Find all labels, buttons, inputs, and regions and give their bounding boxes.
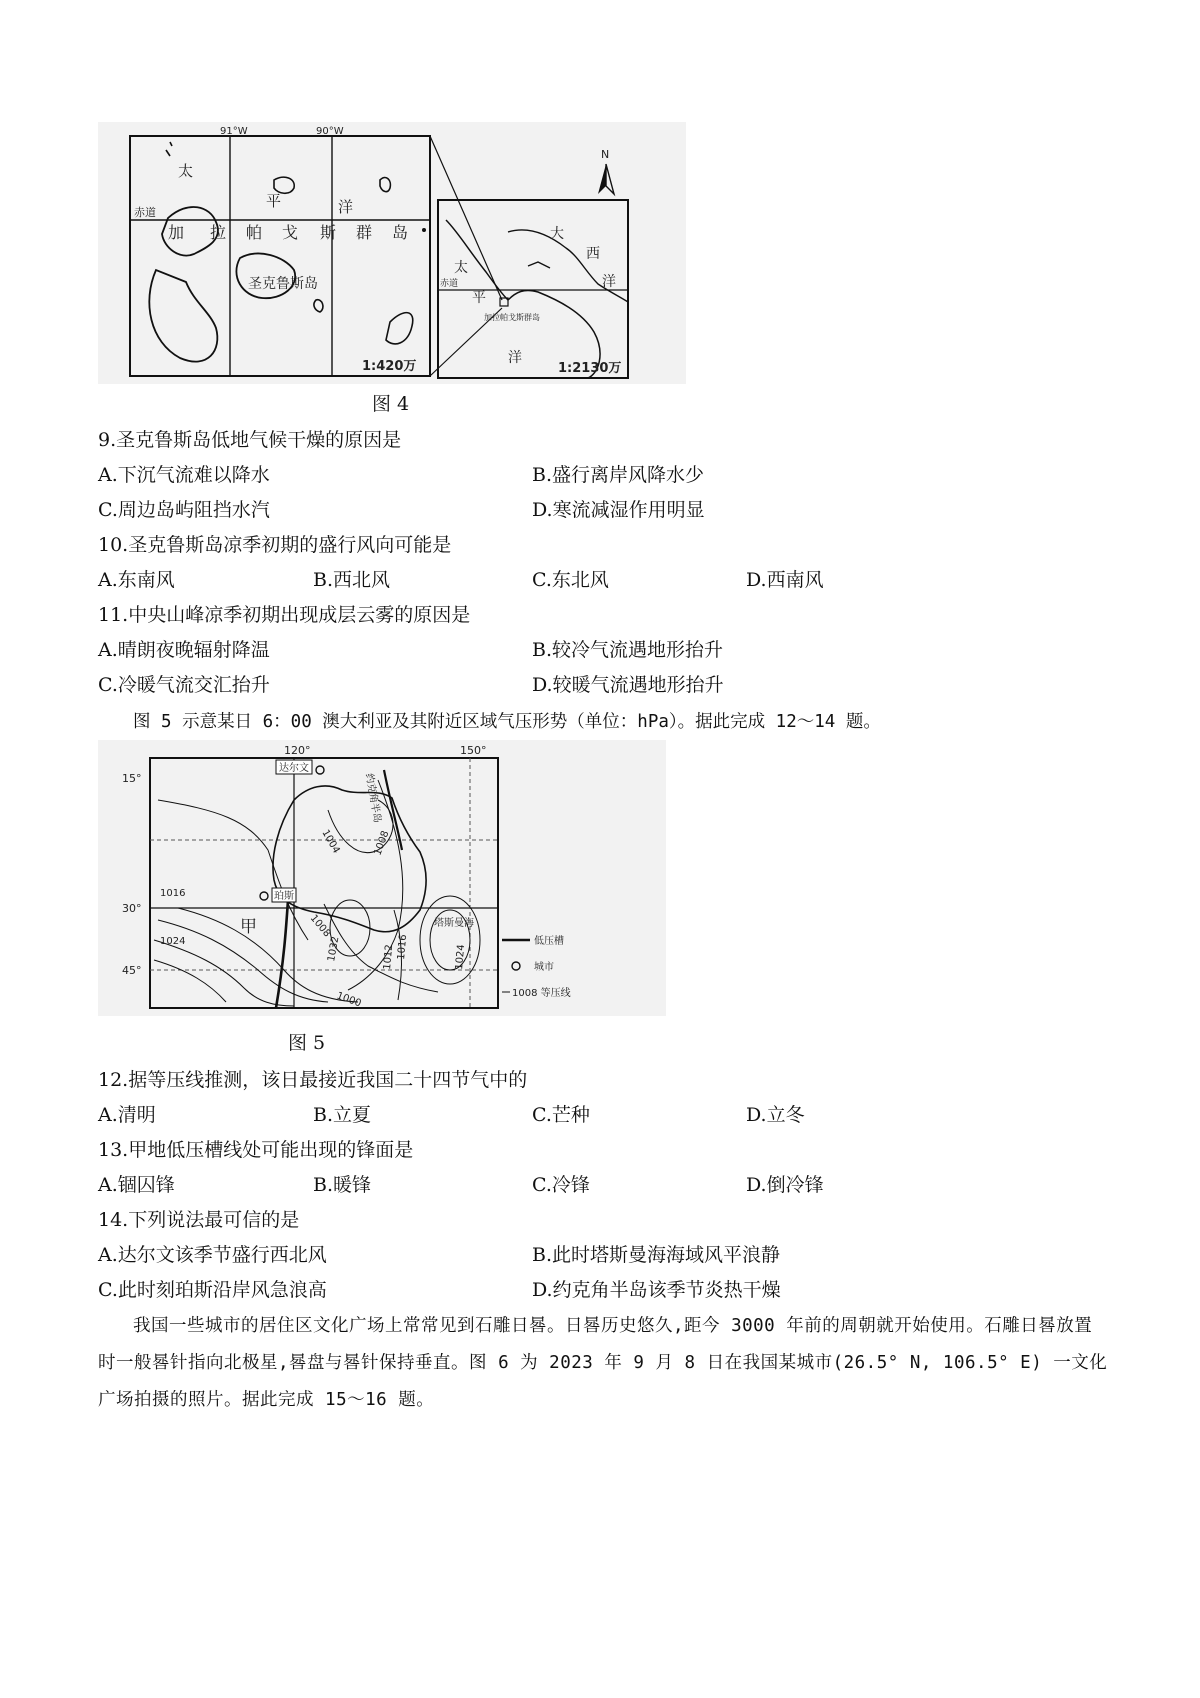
question-12-stem: 12.据等压线推测，该日最接近我国二十四节气中的 (98, 1069, 528, 1091)
figure-5-svg (98, 740, 666, 1016)
isobar-1024-west: 1024 (160, 936, 186, 947)
question-12-option-d: D.立冬 (746, 1104, 805, 1126)
legend-isobar: 1008 等压线 (512, 988, 571, 999)
question-14-option-a: A.达尔文该季节盛行西北风 (98, 1244, 327, 1266)
santa-cruz-label: 圣克鲁斯岛 (248, 276, 318, 292)
question-13-option-d: D.倒冷锋 (746, 1174, 824, 1196)
question-12-option-a: A.清明 (98, 1104, 156, 1126)
question-9-option-b: B.盛行离岸风降水少 (532, 464, 705, 486)
city-perth-marker (260, 892, 268, 900)
question-14-option-c: C.此时刻珀斯沿岸风急浪高 (98, 1279, 327, 1301)
question-14-option-b: B.此时塔斯曼海海域风平浪静 (532, 1244, 781, 1266)
left-scale: 1:420万 (362, 359, 417, 374)
isobar-1000: 1000 (334, 990, 363, 1010)
legend-trough: 低压槽 (534, 936, 564, 947)
lon-label-91: 91°W (220, 126, 248, 137)
isobar-1016-east: 1016 (396, 933, 410, 961)
left-ocean-char-3: 洋 (338, 198, 354, 216)
question-13-option-a: A.锢囚锋 (98, 1174, 175, 1196)
right-atlantic-char-1: 大 (550, 226, 564, 242)
fig5-legend (502, 934, 571, 999)
left-map-frame (130, 136, 430, 376)
isobar-1008-b: 1008 (307, 912, 333, 940)
inset-galapagos-label: 加拉帕戈斯群岛 (484, 313, 540, 322)
left-equator-label: 赤道 (134, 206, 156, 219)
archipelago-char-5: 斯 (320, 223, 337, 242)
right-equator-label: 赤道 (440, 279, 459, 289)
question-11-option-a: A.晴朗夜晚辐射降温 (98, 639, 270, 661)
question-12-option-c: C.芒种 (532, 1104, 590, 1126)
archipelago-char-1: 加 (168, 223, 185, 242)
jia-label: 甲 (240, 917, 257, 937)
australia-coast (273, 786, 426, 932)
question-12-option-b: B.立夏 (313, 1104, 372, 1126)
archipelago-char-6: 群 (356, 223, 373, 242)
question-10-option-d: D.西南风 (746, 569, 824, 591)
archipelago-char-2: 拉 (210, 223, 227, 242)
archipelago-char-3: 帕 (246, 223, 263, 242)
right-scale: 1:2130万 (558, 361, 622, 376)
archipelago-char-7: 岛 (392, 223, 409, 242)
isobar-1032: 1032 (326, 935, 342, 963)
isobar-1004: 1004 (319, 828, 342, 856)
tasman-sea-label: 塔斯曼海 (434, 918, 474, 929)
trough-line-jia (276, 900, 288, 1008)
figure-4-maps (98, 122, 686, 384)
figure-4-svg (98, 122, 686, 384)
question-9-option-d: D.寒流减湿作用明显 (532, 499, 705, 521)
question-11-option-b: B.较冷气流遇地形抬升 (532, 639, 724, 661)
north-arrow-icon (598, 164, 614, 194)
legend-city: 城市 (534, 962, 554, 973)
question-13-option-c: C.冷锋 (532, 1174, 590, 1196)
question-14-option-d: D.约克角半岛该季节炎热干燥 (532, 1279, 781, 1301)
question-10-option-b: B.西北风 (313, 569, 391, 591)
left-ocean-char-2: 平 (266, 192, 282, 210)
island-isabela-south (149, 270, 217, 362)
question-11-option-d: D.较暖气流遇地形抬升 (532, 674, 724, 696)
fig5-lat-45: 45° (122, 964, 142, 977)
peninsula-label: 约克角半岛 (363, 772, 383, 824)
isobar-1012: 1012 (382, 943, 396, 971)
figure-5-intro: 图 5 示意某日 6：00 澳大利亚及其附近区域气压形势（单位：hPa）。据此完成 12～14 题。 (133, 712, 881, 732)
question-13-stem: 13.甲地低压槽线处可能出现的锋面是 (98, 1139, 414, 1161)
isobar-1008-a: 1008 (372, 829, 392, 858)
city-darwin-marker (316, 766, 324, 774)
fig5-lon-150: 150° (460, 744, 487, 757)
right-atlantic-char-3: 洋 (602, 274, 616, 290)
city-perth-label: 珀斯 (274, 891, 294, 902)
question-10-option-a: A.东南风 (98, 569, 175, 591)
question-9-stem: 9.圣克鲁斯岛低地气候干燥的原因是 (98, 429, 402, 451)
question-11-stem: 11.中央山峰凉季初期出现成层云雾的原因是 (98, 604, 471, 626)
north-label: N (601, 148, 610, 161)
figure-5-caption: 图 5 (288, 1032, 326, 1054)
archipelago-char-4: 戈 (282, 223, 299, 242)
sundial-intro-paragraph: 我国一些城市的居住区文化广场上常常见到石雕日晷。日晷历史悠久,距今 3000 年前的周朝就开始使用。石雕日晷放置时一般晷针指向北极星,晷盘与晷针保持垂直。图 6 为 2023 年 9 月 8 日在我国某城市(26.5° N, 106.5° E) 一文化广场拍摄的照片。据此完成 15～16 题。 (98, 1316, 1108, 1410)
question-10-stem: 10.圣克鲁斯岛凉季初期的盛行风向可能是 (98, 534, 452, 556)
question-14-stem: 14.下列说法最可信的是 (98, 1209, 300, 1231)
question-13-option-b: B.暖锋 (313, 1174, 372, 1196)
question-9-option-c: C.周边岛屿阻挡水汽 (98, 499, 270, 521)
lon-label-90: 90°W (316, 126, 344, 137)
question-11-option-c: C.冷暖气流交汇抬升 (98, 674, 270, 696)
left-ocean-char-1: 太 (178, 162, 194, 180)
right-pacific-char-1: 太 (454, 260, 468, 276)
city-darwin-label: 达尔文 (279, 763, 309, 774)
figure-5-map (98, 740, 666, 1016)
isobar-1024-east: 1024 (454, 943, 468, 971)
fig5-lat-30: 30° (122, 902, 142, 915)
right-pacific-char-3: 洋 (508, 350, 522, 366)
right-pacific-char-2: 平 (472, 290, 486, 306)
question-10-option-c: C.东北风 (532, 569, 609, 591)
fig5-lat-15: 15° (122, 772, 142, 785)
figure-4-caption: 图 4 (372, 393, 410, 415)
right-atlantic-char-2: 西 (586, 246, 600, 262)
question-9-option-a: A.下沉气流难以降水 (98, 464, 270, 486)
fig5-lon-120: 120° (284, 744, 311, 757)
isobar-1016-west: 1016 (160, 888, 186, 899)
